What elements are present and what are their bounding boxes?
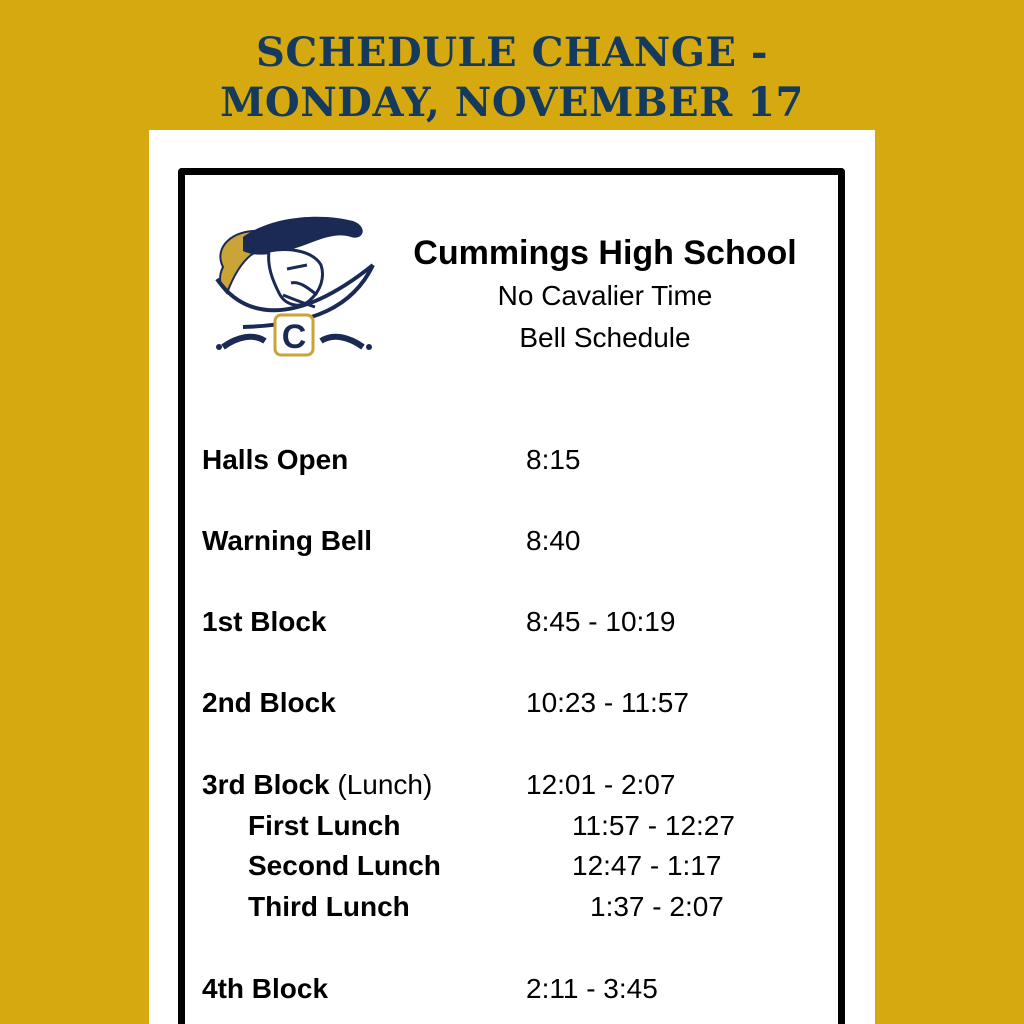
- schedule-row-third-lunch: [202, 887, 822, 927]
- period-label: 2nd Block: [202, 687, 336, 718]
- period-time: 2:11 - 3:45: [526, 973, 658, 1004]
- period-label: 1st Block: [202, 606, 327, 637]
- cavalier-logo-icon: [203, 207, 385, 357]
- period-time: 8:45 - 10:19: [526, 606, 676, 637]
- schedule-row-4th-block: [202, 969, 822, 1009]
- period-time: 1:37 - 2:07: [590, 891, 724, 922]
- period-note: (Lunch): [337, 769, 433, 800]
- period-time: 11:57 - 12:27: [572, 810, 735, 841]
- period-label: Halls Open: [202, 444, 349, 475]
- svg-text:C: C: [281, 318, 307, 356]
- period-time: 10:23 - 11:57: [526, 687, 689, 718]
- period-time: 8:40: [526, 525, 581, 556]
- period-label: Third Lunch: [248, 891, 410, 922]
- headline-line-1: SCHEDULE CHANGE -: [255, 29, 768, 76]
- schedule-row-first-lunch: [202, 806, 822, 846]
- schedule-row-3rd-block: [202, 765, 822, 805]
- headline: [0, 28, 1024, 128]
- headline-line-2: MONDAY, NOVEMBER 17: [220, 79, 804, 126]
- schedule-card: [149, 130, 875, 1024]
- period-label: First Lunch: [248, 810, 401, 841]
- period-time: 12:01 - 2:07: [526, 769, 676, 800]
- schedule-row-2nd-block: [202, 683, 822, 723]
- school-header: [385, 231, 825, 359]
- period-label: Warning Bell: [202, 525, 373, 556]
- schedule-row-second-lunch: [202, 846, 822, 886]
- schedule-row-halls-open: [202, 440, 822, 480]
- period-time: 8:15: [526, 444, 581, 475]
- schedule-subtitle: No Cavalier Time: [497, 280, 713, 311]
- schedule-row-warning-bell: [202, 521, 822, 561]
- schedule-frame: [178, 168, 845, 1024]
- period-time: 12:47 - 1:17: [572, 850, 722, 881]
- period-label: 4th Block: [202, 973, 329, 1004]
- period-label: Second Lunch: [248, 850, 441, 881]
- school-name: Cummings High School: [413, 234, 797, 272]
- schedule-row-1st-block: [202, 602, 822, 642]
- period-label: [202, 765, 432, 805]
- period-label-text: 3rd Block: [202, 769, 330, 800]
- schedule-type: Bell Schedule: [519, 322, 691, 353]
